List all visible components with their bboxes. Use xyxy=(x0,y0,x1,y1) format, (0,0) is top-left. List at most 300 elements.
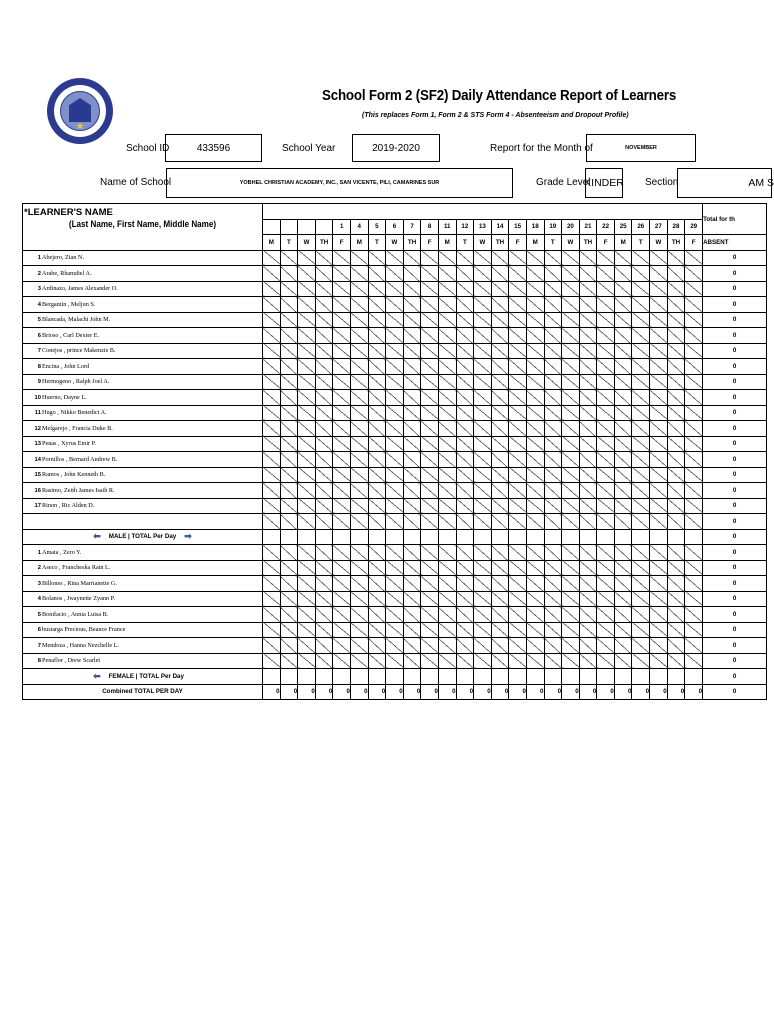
attendance-cell[interactable] xyxy=(667,498,685,514)
attendance-cell[interactable] xyxy=(509,343,527,359)
attendance-cell[interactable] xyxy=(456,545,474,561)
attendance-cell[interactable] xyxy=(579,576,597,592)
attendance-cell[interactable] xyxy=(667,483,685,499)
attendance-cell[interactable] xyxy=(386,498,404,514)
attendance-cell[interactable] xyxy=(280,328,298,344)
attendance-cell[interactable] xyxy=(280,452,298,468)
attendance-cell[interactable] xyxy=(298,452,316,468)
attendance-cell[interactable] xyxy=(438,638,456,654)
attendance-cell[interactable] xyxy=(491,514,509,530)
attendance-cell[interactable] xyxy=(263,421,281,437)
attendance-cell[interactable] xyxy=(597,576,615,592)
attendance-cell[interactable] xyxy=(491,591,509,607)
attendance-cell[interactable] xyxy=(280,312,298,328)
attendance-cell[interactable] xyxy=(474,436,492,452)
attendance-cell[interactable] xyxy=(526,421,544,437)
attendance-cell[interactable] xyxy=(509,452,527,468)
attendance-cell[interactable] xyxy=(456,297,474,313)
attendance-cell[interactable] xyxy=(632,343,650,359)
attendance-cell[interactable] xyxy=(667,638,685,654)
attendance-cell[interactable] xyxy=(526,359,544,375)
attendance-cell[interactable] xyxy=(298,638,316,654)
attendance-cell[interactable] xyxy=(333,328,351,344)
attendance-cell[interactable] xyxy=(333,266,351,282)
attendance-cell[interactable] xyxy=(280,421,298,437)
attendance-cell[interactable] xyxy=(685,576,703,592)
attendance-cell[interactable] xyxy=(333,452,351,468)
attendance-cell[interactable] xyxy=(368,421,386,437)
attendance-cell[interactable] xyxy=(368,576,386,592)
attendance-cell[interactable] xyxy=(280,514,298,530)
attendance-cell[interactable] xyxy=(685,436,703,452)
attendance-cell[interactable] xyxy=(579,266,597,282)
attendance-cell[interactable] xyxy=(509,467,527,483)
attendance-cell[interactable] xyxy=(280,359,298,375)
attendance-cell[interactable] xyxy=(526,328,544,344)
attendance-cell[interactable] xyxy=(597,498,615,514)
attendance-cell[interactable] xyxy=(667,467,685,483)
attendance-cell[interactable] xyxy=(650,297,668,313)
attendance-cell[interactable] xyxy=(263,405,281,421)
attendance-cell[interactable] xyxy=(632,374,650,390)
attendance-cell[interactable] xyxy=(280,297,298,313)
attendance-cell[interactable] xyxy=(298,359,316,375)
attendance-cell[interactable] xyxy=(474,576,492,592)
attendance-cell[interactable] xyxy=(315,467,333,483)
attendance-cell[interactable] xyxy=(315,514,333,530)
attendance-cell[interactable] xyxy=(650,452,668,468)
attendance-cell[interactable] xyxy=(562,498,580,514)
attendance-cell[interactable] xyxy=(315,638,333,654)
attendance-cell[interactable] xyxy=(650,328,668,344)
attendance-cell[interactable] xyxy=(579,545,597,561)
attendance-cell[interactable] xyxy=(474,343,492,359)
attendance-cell[interactable] xyxy=(667,328,685,344)
attendance-cell[interactable] xyxy=(562,359,580,375)
attendance-cell[interactable] xyxy=(298,576,316,592)
attendance-cell[interactable] xyxy=(509,576,527,592)
attendance-cell[interactable] xyxy=(509,638,527,654)
attendance-cell[interactable] xyxy=(386,421,404,437)
attendance-cell[interactable] xyxy=(298,328,316,344)
attendance-cell[interactable] xyxy=(315,297,333,313)
attendance-cell[interactable] xyxy=(685,591,703,607)
attendance-cell[interactable] xyxy=(456,281,474,297)
attendance-cell[interactable] xyxy=(315,328,333,344)
attendance-cell[interactable] xyxy=(597,467,615,483)
attendance-cell[interactable] xyxy=(438,653,456,669)
attendance-cell[interactable] xyxy=(421,374,439,390)
attendance-cell[interactable] xyxy=(562,514,580,530)
attendance-cell[interactable] xyxy=(650,607,668,623)
attendance-cell[interactable] xyxy=(386,359,404,375)
attendance-cell[interactable] xyxy=(650,359,668,375)
attendance-cell[interactable] xyxy=(298,467,316,483)
attendance-cell[interactable] xyxy=(632,560,650,576)
attendance-cell[interactable] xyxy=(562,297,580,313)
attendance-cell[interactable] xyxy=(562,467,580,483)
attendance-cell[interactable] xyxy=(456,483,474,499)
attendance-cell[interactable] xyxy=(650,266,668,282)
attendance-cell[interactable] xyxy=(667,436,685,452)
attendance-cell[interactable] xyxy=(579,498,597,514)
attendance-cell[interactable] xyxy=(368,638,386,654)
attendance-cell[interactable] xyxy=(632,390,650,406)
attendance-cell[interactable] xyxy=(333,653,351,669)
attendance-cell[interactable] xyxy=(526,297,544,313)
attendance-cell[interactable] xyxy=(315,560,333,576)
attendance-cell[interactable] xyxy=(438,436,456,452)
attendance-cell[interactable] xyxy=(544,622,562,638)
attendance-cell[interactable] xyxy=(280,653,298,669)
attendance-cell[interactable] xyxy=(579,281,597,297)
attendance-cell[interactable] xyxy=(667,359,685,375)
attendance-cell[interactable] xyxy=(526,312,544,328)
attendance-cell[interactable] xyxy=(421,452,439,468)
attendance-cell[interactable] xyxy=(403,374,421,390)
attendance-cell[interactable] xyxy=(614,328,632,344)
attendance-cell[interactable] xyxy=(368,281,386,297)
attendance-cell[interactable] xyxy=(386,297,404,313)
attendance-cell[interactable] xyxy=(474,483,492,499)
attendance-cell[interactable] xyxy=(368,266,386,282)
attendance-cell[interactable] xyxy=(544,312,562,328)
attendance-cell[interactable] xyxy=(298,483,316,499)
attendance-cell[interactable] xyxy=(667,343,685,359)
attendance-cell[interactable] xyxy=(403,328,421,344)
attendance-cell[interactable] xyxy=(614,638,632,654)
attendance-cell[interactable] xyxy=(438,250,456,266)
attendance-cell[interactable] xyxy=(438,576,456,592)
attendance-cell[interactable] xyxy=(632,297,650,313)
attendance-cell[interactable] xyxy=(650,483,668,499)
attendance-cell[interactable] xyxy=(667,297,685,313)
attendance-cell[interactable] xyxy=(632,483,650,499)
attendance-cell[interactable] xyxy=(333,622,351,638)
attendance-cell[interactable] xyxy=(685,607,703,623)
attendance-cell[interactable] xyxy=(350,374,368,390)
attendance-cell[interactable] xyxy=(438,390,456,406)
attendance-cell[interactable] xyxy=(474,622,492,638)
attendance-cell[interactable] xyxy=(632,452,650,468)
attendance-cell[interactable] xyxy=(474,421,492,437)
attendance-cell[interactable] xyxy=(386,390,404,406)
attendance-cell[interactable] xyxy=(386,374,404,390)
attendance-cell[interactable] xyxy=(368,591,386,607)
attendance-cell[interactable] xyxy=(350,266,368,282)
attendance-cell[interactable] xyxy=(298,343,316,359)
attendance-cell[interactable] xyxy=(263,545,281,561)
attendance-cell[interactable] xyxy=(685,374,703,390)
attendance-cell[interactable] xyxy=(456,374,474,390)
attendance-cell[interactable] xyxy=(650,545,668,561)
attendance-cell[interactable] xyxy=(333,312,351,328)
attendance-cell[interactable] xyxy=(350,576,368,592)
attendance-cell[interactable] xyxy=(350,328,368,344)
attendance-cell[interactable] xyxy=(298,374,316,390)
attendance-cell[interactable] xyxy=(474,281,492,297)
attendance-cell[interactable] xyxy=(298,591,316,607)
attendance-cell[interactable] xyxy=(403,312,421,328)
attendance-cell[interactable] xyxy=(263,467,281,483)
attendance-cell[interactable] xyxy=(368,328,386,344)
attendance-cell[interactable] xyxy=(456,343,474,359)
attendance-cell[interactable] xyxy=(403,498,421,514)
attendance-cell[interactable] xyxy=(544,591,562,607)
attendance-cell[interactable] xyxy=(562,591,580,607)
attendance-cell[interactable] xyxy=(280,405,298,421)
attendance-cell[interactable] xyxy=(597,374,615,390)
attendance-cell[interactable] xyxy=(562,312,580,328)
attendance-cell[interactable] xyxy=(456,452,474,468)
attendance-cell[interactable] xyxy=(667,545,685,561)
attendance-cell[interactable] xyxy=(368,483,386,499)
attendance-cell[interactable] xyxy=(562,405,580,421)
attendance-cell[interactable] xyxy=(350,250,368,266)
attendance-cell[interactable] xyxy=(509,250,527,266)
attendance-cell[interactable] xyxy=(650,421,668,437)
attendance-cell[interactable] xyxy=(438,607,456,623)
attendance-cell[interactable] xyxy=(614,281,632,297)
attendance-cell[interactable] xyxy=(597,607,615,623)
attendance-cell[interactable] xyxy=(491,622,509,638)
attendance-cell[interactable] xyxy=(421,638,439,654)
attendance-cell[interactable] xyxy=(474,467,492,483)
attendance-cell[interactable] xyxy=(474,297,492,313)
attendance-cell[interactable] xyxy=(650,622,668,638)
attendance-cell[interactable] xyxy=(403,607,421,623)
attendance-cell[interactable] xyxy=(491,405,509,421)
attendance-cell[interactable] xyxy=(491,576,509,592)
attendance-cell[interactable] xyxy=(491,328,509,344)
attendance-cell[interactable] xyxy=(456,638,474,654)
attendance-cell[interactable] xyxy=(685,390,703,406)
attendance-cell[interactable] xyxy=(650,498,668,514)
attendance-cell[interactable] xyxy=(491,653,509,669)
attendance-cell[interactable] xyxy=(315,436,333,452)
attendance-cell[interactable] xyxy=(350,343,368,359)
attendance-cell[interactable] xyxy=(562,374,580,390)
attendance-cell[interactable] xyxy=(614,591,632,607)
attendance-cell[interactable] xyxy=(263,374,281,390)
attendance-cell[interactable] xyxy=(632,281,650,297)
attendance-cell[interactable] xyxy=(562,638,580,654)
attendance-cell[interactable] xyxy=(579,390,597,406)
attendance-cell[interactable] xyxy=(544,607,562,623)
attendance-cell[interactable] xyxy=(403,638,421,654)
attendance-cell[interactable] xyxy=(315,343,333,359)
attendance-cell[interactable] xyxy=(562,607,580,623)
attendance-cell[interactable] xyxy=(579,452,597,468)
attendance-cell[interactable] xyxy=(438,281,456,297)
attendance-cell[interactable] xyxy=(456,359,474,375)
attendance-cell[interactable] xyxy=(298,405,316,421)
attendance-cell[interactable] xyxy=(263,436,281,452)
attendance-cell[interactable] xyxy=(421,281,439,297)
attendance-cell[interactable] xyxy=(474,638,492,654)
attendance-cell[interactable] xyxy=(579,421,597,437)
attendance-cell[interactable] xyxy=(614,483,632,499)
attendance-cell[interactable] xyxy=(298,390,316,406)
attendance-cell[interactable] xyxy=(280,343,298,359)
attendance-cell[interactable] xyxy=(438,452,456,468)
attendance-cell[interactable] xyxy=(456,312,474,328)
school-id-field[interactable]: 433596 xyxy=(165,134,262,162)
attendance-cell[interactable] xyxy=(350,312,368,328)
attendance-cell[interactable] xyxy=(350,390,368,406)
attendance-cell[interactable] xyxy=(438,328,456,344)
attendance-cell[interactable] xyxy=(614,560,632,576)
attendance-cell[interactable] xyxy=(526,452,544,468)
attendance-cell[interactable] xyxy=(526,250,544,266)
attendance-cell[interactable] xyxy=(579,405,597,421)
attendance-cell[interactable] xyxy=(544,374,562,390)
attendance-cell[interactable] xyxy=(280,250,298,266)
attendance-cell[interactable] xyxy=(491,421,509,437)
attendance-cell[interactable] xyxy=(438,483,456,499)
attendance-cell[interactable] xyxy=(333,374,351,390)
attendance-cell[interactable] xyxy=(386,560,404,576)
attendance-cell[interactable] xyxy=(579,374,597,390)
attendance-cell[interactable] xyxy=(333,483,351,499)
attendance-cell[interactable] xyxy=(544,483,562,499)
attendance-cell[interactable] xyxy=(509,421,527,437)
attendance-cell[interactable] xyxy=(386,514,404,530)
attendance-cell[interactable] xyxy=(667,560,685,576)
attendance-cell[interactable] xyxy=(667,591,685,607)
attendance-cell[interactable] xyxy=(667,312,685,328)
attendance-cell[interactable] xyxy=(509,607,527,623)
attendance-cell[interactable] xyxy=(368,390,386,406)
attendance-cell[interactable] xyxy=(333,545,351,561)
attendance-cell[interactable] xyxy=(685,312,703,328)
attendance-cell[interactable] xyxy=(544,250,562,266)
attendance-cell[interactable] xyxy=(263,297,281,313)
attendance-cell[interactable] xyxy=(298,421,316,437)
attendance-cell[interactable] xyxy=(350,297,368,313)
attendance-cell[interactable] xyxy=(685,545,703,561)
attendance-cell[interactable] xyxy=(350,359,368,375)
attendance-cell[interactable] xyxy=(685,281,703,297)
attendance-cell[interactable] xyxy=(632,359,650,375)
attendance-cell[interactable] xyxy=(685,421,703,437)
attendance-cell[interactable] xyxy=(614,452,632,468)
attendance-cell[interactable] xyxy=(597,421,615,437)
attendance-cell[interactable] xyxy=(315,653,333,669)
attendance-cell[interactable] xyxy=(403,421,421,437)
attendance-cell[interactable] xyxy=(456,405,474,421)
attendance-cell[interactable] xyxy=(263,390,281,406)
attendance-cell[interactable] xyxy=(333,343,351,359)
attendance-cell[interactable] xyxy=(474,560,492,576)
attendance-cell[interactable] xyxy=(403,452,421,468)
attendance-cell[interactable] xyxy=(614,467,632,483)
attendance-cell[interactable] xyxy=(632,436,650,452)
attendance-cell[interactable] xyxy=(386,312,404,328)
attendance-cell[interactable] xyxy=(386,328,404,344)
attendance-cell[interactable] xyxy=(685,328,703,344)
attendance-cell[interactable] xyxy=(597,281,615,297)
attendance-cell[interactable] xyxy=(685,622,703,638)
attendance-cell[interactable] xyxy=(263,328,281,344)
attendance-cell[interactable] xyxy=(315,390,333,406)
attendance-cell[interactable] xyxy=(333,359,351,375)
attendance-cell[interactable] xyxy=(614,622,632,638)
attendance-cell[interactable] xyxy=(526,483,544,499)
attendance-cell[interactable] xyxy=(562,483,580,499)
attendance-cell[interactable] xyxy=(421,467,439,483)
attendance-cell[interactable] xyxy=(263,250,281,266)
attendance-cell[interactable] xyxy=(386,405,404,421)
attendance-cell[interactable] xyxy=(403,436,421,452)
attendance-cell[interactable] xyxy=(315,359,333,375)
attendance-cell[interactable] xyxy=(263,622,281,638)
attendance-cell[interactable] xyxy=(544,452,562,468)
attendance-cell[interactable] xyxy=(526,514,544,530)
attendance-cell[interactable] xyxy=(562,390,580,406)
attendance-cell[interactable] xyxy=(685,467,703,483)
attendance-cell[interactable] xyxy=(562,421,580,437)
attendance-cell[interactable] xyxy=(650,638,668,654)
attendance-cell[interactable] xyxy=(491,452,509,468)
attendance-cell[interactable] xyxy=(685,266,703,282)
attendance-cell[interactable] xyxy=(368,452,386,468)
attendance-cell[interactable] xyxy=(280,467,298,483)
attendance-cell[interactable] xyxy=(597,622,615,638)
attendance-cell[interactable] xyxy=(526,576,544,592)
attendance-cell[interactable] xyxy=(614,576,632,592)
attendance-cell[interactable] xyxy=(474,405,492,421)
attendance-cell[interactable] xyxy=(403,297,421,313)
attendance-cell[interactable] xyxy=(438,591,456,607)
attendance-cell[interactable] xyxy=(579,653,597,669)
attendance-cell[interactable] xyxy=(509,498,527,514)
attendance-cell[interactable] xyxy=(491,312,509,328)
attendance-cell[interactable] xyxy=(386,653,404,669)
attendance-cell[interactable] xyxy=(456,607,474,623)
attendance-cell[interactable] xyxy=(509,436,527,452)
attendance-cell[interactable] xyxy=(421,483,439,499)
attendance-cell[interactable] xyxy=(456,266,474,282)
attendance-cell[interactable] xyxy=(614,607,632,623)
attendance-cell[interactable] xyxy=(632,498,650,514)
attendance-cell[interactable] xyxy=(421,514,439,530)
attendance-cell[interactable] xyxy=(562,281,580,297)
attendance-cell[interactable] xyxy=(368,560,386,576)
attendance-cell[interactable] xyxy=(474,312,492,328)
attendance-cell[interactable] xyxy=(368,514,386,530)
attendance-cell[interactable] xyxy=(632,622,650,638)
attendance-cell[interactable] xyxy=(632,328,650,344)
attendance-cell[interactable] xyxy=(386,576,404,592)
grade-level-field[interactable]: KINDER xyxy=(585,168,623,198)
attendance-cell[interactable] xyxy=(474,545,492,561)
attendance-cell[interactable] xyxy=(350,653,368,669)
attendance-cell[interactable] xyxy=(263,638,281,654)
attendance-cell[interactable] xyxy=(667,452,685,468)
attendance-cell[interactable] xyxy=(579,591,597,607)
attendance-cell[interactable] xyxy=(368,622,386,638)
attendance-cell[interactable] xyxy=(298,560,316,576)
attendance-cell[interactable] xyxy=(491,498,509,514)
attendance-cell[interactable] xyxy=(350,514,368,530)
attendance-cell[interactable] xyxy=(368,607,386,623)
attendance-cell[interactable] xyxy=(315,405,333,421)
attendance-cell[interactable] xyxy=(509,359,527,375)
attendance-cell[interactable] xyxy=(456,250,474,266)
attendance-cell[interactable] xyxy=(474,591,492,607)
attendance-cell[interactable] xyxy=(614,266,632,282)
